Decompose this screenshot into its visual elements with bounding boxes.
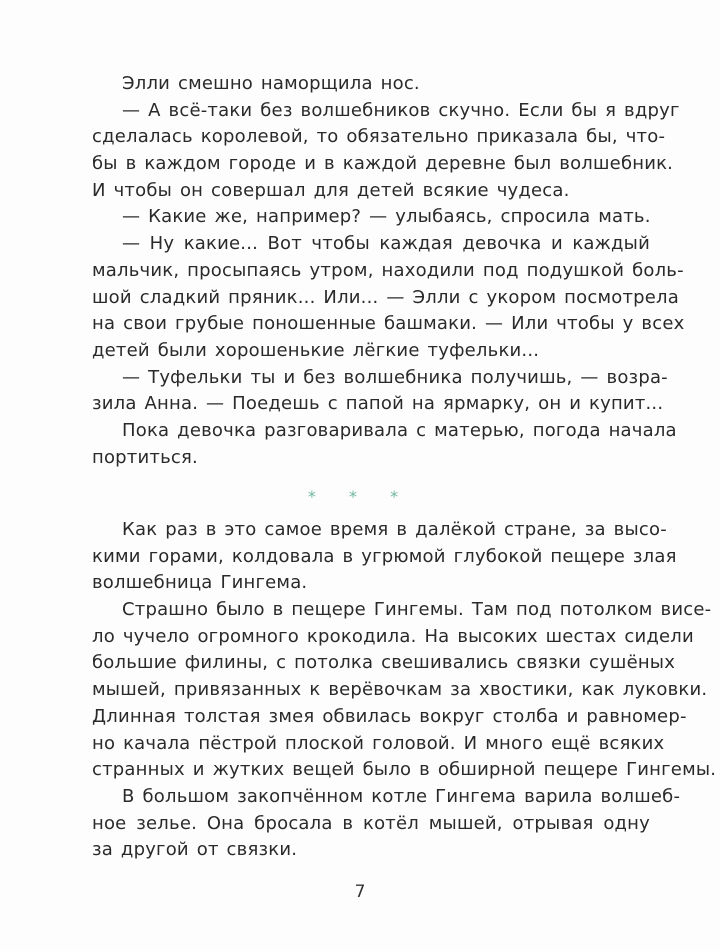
text-line: ло чучело огромного крокодила. На высоких шестах сидели <box>92 625 694 647</box>
text-line: шой сладкий пряник... Или... — Элли с укором посмотрела <box>92 286 679 308</box>
text-line: Длинная толстая змея обвилась вокруг столба и равномер- <box>92 705 687 727</box>
text-line: ное зелье. Она бросала в котёл мышей, отрывая одну <box>92 812 650 834</box>
text-line: — Туфельки ты и без волшебника получишь, — возра- <box>122 366 668 388</box>
text-line: Как раз в это самое время в далёкой стране, за высо- <box>122 519 667 540</box>
text-line: мальчик, просыпаясь утром, находили под подушкой боль- <box>92 259 684 281</box>
text-line: на свои грубые поношенные башмаки. — Или чтобы у всех <box>92 313 685 335</box>
text-line: но качала пёстрой плоской головой. И много ещё всяких <box>92 732 665 754</box>
text-line: Страшно было в пещере Гингемы. Там под потолком висе- <box>122 599 712 621</box>
text-section-1 <box>92 71 685 471</box>
text-line: Элли смешно наморщила нос. <box>122 73 420 94</box>
text-section-2 <box>92 517 717 864</box>
text-line: портиться. <box>92 446 198 468</box>
text-line: странных и жутких вещей было в обширной пещере Гингемы. <box>92 759 717 781</box>
text-line: сделалась королевой, то обязательно приказала бы, что- <box>92 126 666 148</box>
text-line: зила Анна. — Поедешь с папой на ярмарку, он и купит... <box>92 393 664 415</box>
text-line: В большом закопчённом котле Гингема варила волшеб- <box>122 785 681 807</box>
text-line: волшебница Гингема. <box>92 572 308 594</box>
text-line: детей были хорошенькие лёгкие туфельки... <box>92 339 540 361</box>
text-line: И чтобы он совершал для детей всякие чудеса. <box>92 179 570 201</box>
text-line: Пока девочка разговаривала с матерью, погода начала <box>122 419 677 441</box>
page-number: 7 <box>354 882 366 902</box>
text-line: кими горами, колдовала в угрюмой глубокой пещере злая <box>92 545 677 567</box>
text-line: за другой от связки. <box>92 839 298 861</box>
text-line: большие филины, с потолка свешивались связки сушёных <box>92 652 676 674</box>
section-separator: * * * <box>307 487 413 506</box>
text-line: — Ну какие... Вот чтобы каждая девочка и каждый <box>122 233 650 255</box>
text-line: — Какие же, например? — улыбаясь, спросила мать. <box>122 206 651 228</box>
text-line: мышей, привязанных к верёвочкам за хвостики, как луковки. <box>92 679 708 701</box>
text-line: — А всё-таки без волшебников скучно. Если бы я вдруг <box>122 99 680 121</box>
text-line: бы в каждом городе и в каждой деревне был волшебник. <box>92 153 674 175</box>
